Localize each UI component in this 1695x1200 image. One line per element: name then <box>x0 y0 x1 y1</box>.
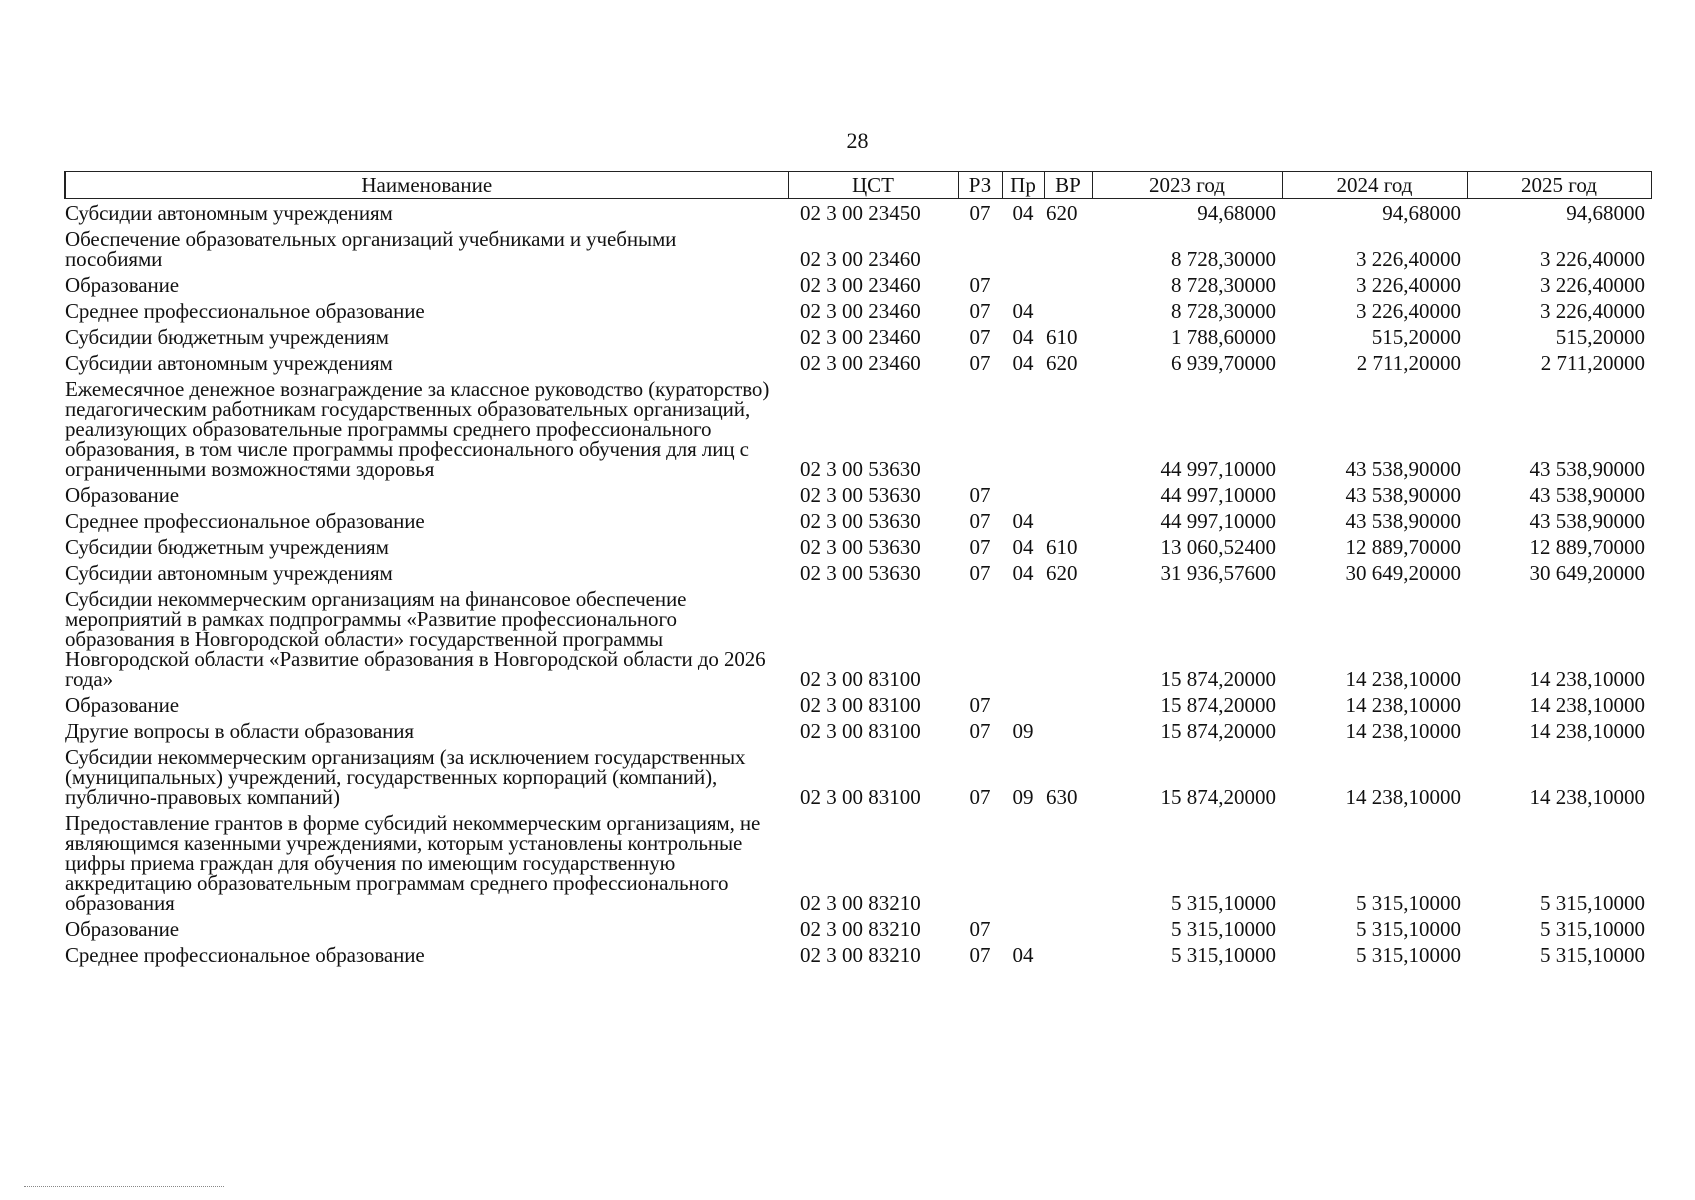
row-rz: 07 <box>969 273 991 297</box>
row-pr <box>1002 375 1044 481</box>
table-row <box>65 323 1651 349</box>
row-value-2024: 14 238,10000 <box>1345 785 1461 809</box>
row-vr <box>1044 375 1092 481</box>
table-row <box>65 375 1651 481</box>
row-value-2025: 14 238,10000 <box>1529 719 1645 743</box>
row-vr <box>1044 941 1092 967</box>
row-value-2024: 43 538,90000 <box>1345 483 1461 507</box>
row-rz: 07 <box>969 509 991 533</box>
row-name: Субсидии бюджетным учреждениям <box>65 325 389 349</box>
row-name: Образование <box>65 483 180 507</box>
row-cst: 02 3 00 83100 <box>800 667 921 691</box>
row-cst: 02 3 00 23460 <box>800 325 921 349</box>
row-value-2023: 5 315,10000 <box>1171 917 1276 941</box>
row-name: Ежемесячное денежное вознаграждение за классное руководство (кураторство) педагогическим работникам государственных образовательных организаций, реализующих образовательные программы среднего профессионального образования, в том числе программы профессионального обучения для лиц с ограниченными возможностями здоровья <box>65 377 770 481</box>
page-number: 28 <box>846 128 869 153</box>
row-value-2025: 43 538,90000 <box>1529 509 1645 533</box>
row-value-2025: 3 226,40000 <box>1540 273 1645 297</box>
row-pr <box>1002 809 1044 915</box>
row-value-2025: 2 711,20000 <box>1540 351 1645 375</box>
row-value-2024: 5 315,10000 <box>1356 891 1461 915</box>
header-cst: ЦСТ <box>788 172 958 199</box>
row-pr: 09 <box>1012 719 1034 743</box>
row-rz: 07 <box>969 943 991 967</box>
row-value-2023: 15 874,20000 <box>1160 693 1276 717</box>
row-name: Субсидии автономным учреждениям <box>65 201 393 225</box>
row-value-2024: 5 315,10000 <box>1356 943 1461 967</box>
row-value-2023: 8 728,30000 <box>1171 273 1276 297</box>
header-row <box>65 172 1651 199</box>
row-vr: 630 <box>1046 785 1078 809</box>
table-row <box>65 507 1651 533</box>
row-rz: 07 <box>969 299 991 323</box>
row-pr <box>1002 225 1044 271</box>
row-value-2024: 5 315,10000 <box>1356 917 1461 941</box>
row-value-2025: 30 649,20000 <box>1529 561 1645 585</box>
row-value-2024: 14 238,10000 <box>1345 719 1461 743</box>
row-name: Образование <box>65 917 180 941</box>
row-value-2025: 94,68000 <box>1566 201 1645 225</box>
row-value-2023: 8 728,30000 <box>1171 247 1276 271</box>
table-row <box>65 225 1651 271</box>
table-row <box>65 915 1651 941</box>
row-vr: 620 <box>1046 561 1078 585</box>
row-cst: 02 3 00 83100 <box>800 719 921 743</box>
row-rz <box>958 225 1002 271</box>
row-value-2024: 94,68000 <box>1382 201 1461 225</box>
row-rz: 07 <box>969 785 991 809</box>
row-name: Среднее профессиональное образование <box>65 943 425 967</box>
row-pr: 04 <box>1012 561 1034 585</box>
row-value-2024: 43 538,90000 <box>1345 509 1461 533</box>
row-rz: 07 <box>969 719 991 743</box>
table-body <box>65 199 1651 968</box>
row-vr <box>1044 507 1092 533</box>
row-rz: 07 <box>969 201 991 225</box>
header-name: Наименование <box>65 172 788 199</box>
row-cst: 02 3 00 23460 <box>800 299 921 323</box>
row-value-2024: 3 226,40000 <box>1356 273 1461 297</box>
row-vr <box>1044 481 1092 507</box>
row-vr: 620 <box>1046 351 1078 375</box>
table-row <box>65 717 1651 743</box>
table-row <box>65 199 1651 226</box>
row-pr: 04 <box>1012 351 1034 375</box>
row-rz: 07 <box>969 693 991 717</box>
row-pr <box>1002 585 1044 691</box>
header-2023: 2023 год <box>1092 172 1282 199</box>
row-value-2024: 43 538,90000 <box>1345 457 1461 481</box>
row-value-2025: 515,20000 <box>1555 325 1645 349</box>
row-rz: 07 <box>969 535 991 559</box>
row-cst: 02 3 00 83100 <box>800 693 921 717</box>
row-rz <box>958 375 1002 481</box>
row-rz: 07 <box>969 917 991 941</box>
table-row <box>65 585 1651 691</box>
table-row <box>65 941 1651 967</box>
header-vr: ВР <box>1044 172 1092 199</box>
row-vr <box>1044 271 1092 297</box>
row-rz: 07 <box>969 483 991 507</box>
row-rz <box>958 809 1002 915</box>
row-name: Другие вопросы в области образования <box>65 719 414 743</box>
row-pr: 04 <box>1012 509 1034 533</box>
table-row <box>65 743 1651 809</box>
row-value-2023: 5 315,10000 <box>1171 943 1276 967</box>
row-cst: 02 3 00 53630 <box>800 535 921 559</box>
row-value-2023: 44 997,10000 <box>1160 457 1276 481</box>
row-vr <box>1044 225 1092 271</box>
row-vr <box>1044 691 1092 717</box>
row-value-2023: 5 315,10000 <box>1171 891 1276 915</box>
header-2024: 2024 год <box>1282 172 1467 199</box>
row-pr <box>1002 691 1044 717</box>
row-value-2025: 5 315,10000 <box>1540 943 1645 967</box>
row-name: Образование <box>65 693 180 717</box>
row-cst: 02 3 00 83210 <box>800 943 921 967</box>
row-cst: 02 3 00 53630 <box>800 509 921 533</box>
row-value-2025: 3 226,40000 <box>1540 247 1645 271</box>
row-value-2024: 12 889,70000 <box>1345 535 1461 559</box>
row-value-2025: 3 226,40000 <box>1540 299 1645 323</box>
table-row <box>65 691 1651 717</box>
row-pr: 04 <box>1012 325 1034 349</box>
row-pr <box>1002 271 1044 297</box>
row-rz: 07 <box>969 351 991 375</box>
row-value-2023: 44 997,10000 <box>1160 509 1276 533</box>
row-cst: 02 3 00 53630 <box>800 457 921 481</box>
table-row <box>65 533 1651 559</box>
table-row <box>65 349 1651 375</box>
row-cst: 02 3 00 53630 <box>800 561 921 585</box>
row-value-2025: 43 538,90000 <box>1529 457 1645 481</box>
row-pr: 09 <box>1012 785 1034 809</box>
row-value-2025: 5 315,10000 <box>1540 917 1645 941</box>
row-value-2024: 515,20000 <box>1371 325 1461 349</box>
row-value-2024: 3 226,40000 <box>1356 247 1461 271</box>
row-value-2023: 31 936,57600 <box>1160 561 1276 585</box>
table-header <box>65 172 1651 199</box>
row-cst: 02 3 00 23460 <box>800 247 921 271</box>
row-value-2023: 1 788,60000 <box>1171 325 1276 349</box>
table-row <box>65 271 1651 297</box>
row-name: Субсидии автономным учреждениям <box>65 561 393 585</box>
row-name: Среднее профессиональное образование <box>65 299 425 323</box>
row-name: Субсидии бюджетным учреждениям <box>65 535 389 559</box>
row-value-2023: 94,68000 <box>1197 201 1276 225</box>
row-value-2024: 30 649,20000 <box>1345 561 1461 585</box>
row-vr: 610 <box>1046 535 1078 559</box>
row-rz: 07 <box>969 561 991 585</box>
row-value-2023: 15 874,20000 <box>1160 785 1276 809</box>
row-cst: 02 3 00 83210 <box>800 917 921 941</box>
table-row <box>65 297 1651 323</box>
row-value-2024: 3 226,40000 <box>1356 299 1461 323</box>
row-vr: 620 <box>1046 201 1078 225</box>
row-pr: 04 <box>1012 535 1034 559</box>
row-name: Субсидии некоммерческим организациям на финансовое обеспечение мероприятий в рамках подпрограммы «Развитие профессионального образования в Новгородской области» государственной программы Новгородской области «Развитие образования в Новгородской области до 2026 года» <box>65 587 766 691</box>
row-name: Предоставление грантов в форме субсидий некоммерческим организациям, не являющимся казенными учреждениями, которым установлены контрольные цифры приема граждан для обучения по имеющим государственную аккредитацию образовательным программам среднего профессионального образования <box>65 811 761 915</box>
row-vr <box>1044 585 1092 691</box>
row-pr <box>1002 481 1044 507</box>
row-vr <box>1044 809 1092 915</box>
row-value-2023: 8 728,30000 <box>1171 299 1276 323</box>
row-name: Обеспечение образовательных организаций учебниками и учебными пособиями <box>65 227 677 271</box>
row-vr <box>1044 717 1092 743</box>
row-vr: 610 <box>1046 325 1078 349</box>
row-value-2023: 13 060,52400 <box>1160 535 1276 559</box>
row-value-2025: 5 315,10000 <box>1540 891 1645 915</box>
table-row <box>65 809 1651 915</box>
row-cst: 02 3 00 23460 <box>800 273 921 297</box>
footer-divider <box>24 1186 224 1187</box>
row-name: Среднее профессиональное образование <box>65 509 425 533</box>
budget-table <box>64 171 1652 967</box>
row-rz: 07 <box>969 325 991 349</box>
row-name: Субсидии некоммерческим организациям (за исключением государственных (муниципальных) учреждений, государственных корпораций (компаний), публично-правовых компаний) <box>65 745 746 809</box>
table-row <box>65 481 1651 507</box>
row-rz <box>958 585 1002 691</box>
row-value-2025: 14 238,10000 <box>1529 785 1645 809</box>
row-cst: 02 3 00 23460 <box>800 351 921 375</box>
row-value-2024: 2 711,20000 <box>1356 351 1461 375</box>
row-pr: 04 <box>1012 201 1034 225</box>
row-pr: 04 <box>1012 299 1034 323</box>
row-value-2023: 15 874,20000 <box>1160 719 1276 743</box>
row-value-2023: 15 874,20000 <box>1160 667 1276 691</box>
row-value-2024: 14 238,10000 <box>1345 667 1461 691</box>
row-value-2025: 12 889,70000 <box>1529 535 1645 559</box>
row-value-2023: 6 939,70000 <box>1171 351 1276 375</box>
row-vr <box>1044 915 1092 941</box>
row-vr <box>1044 297 1092 323</box>
header-rz: РЗ <box>958 172 1002 199</box>
row-value-2024: 14 238,10000 <box>1345 693 1461 717</box>
row-name: Субсидии автономным учреждениям <box>65 351 393 375</box>
table-row <box>65 559 1651 585</box>
row-value-2023: 44 997,10000 <box>1160 483 1276 507</box>
row-pr: 04 <box>1012 943 1034 967</box>
header-2025: 2025 год <box>1467 172 1651 199</box>
row-pr <box>1002 915 1044 941</box>
row-value-2025: 14 238,10000 <box>1529 667 1645 691</box>
row-name: Образование <box>65 273 180 297</box>
row-cst: 02 3 00 83100 <box>800 785 921 809</box>
row-cst: 02 3 00 83210 <box>800 891 921 915</box>
row-value-2025: 43 538,90000 <box>1529 483 1645 507</box>
row-cst: 02 3 00 53630 <box>800 483 921 507</box>
row-value-2025: 14 238,10000 <box>1529 693 1645 717</box>
header-pr: Пр <box>1002 172 1044 199</box>
row-cst: 02 3 00 23450 <box>800 201 921 225</box>
